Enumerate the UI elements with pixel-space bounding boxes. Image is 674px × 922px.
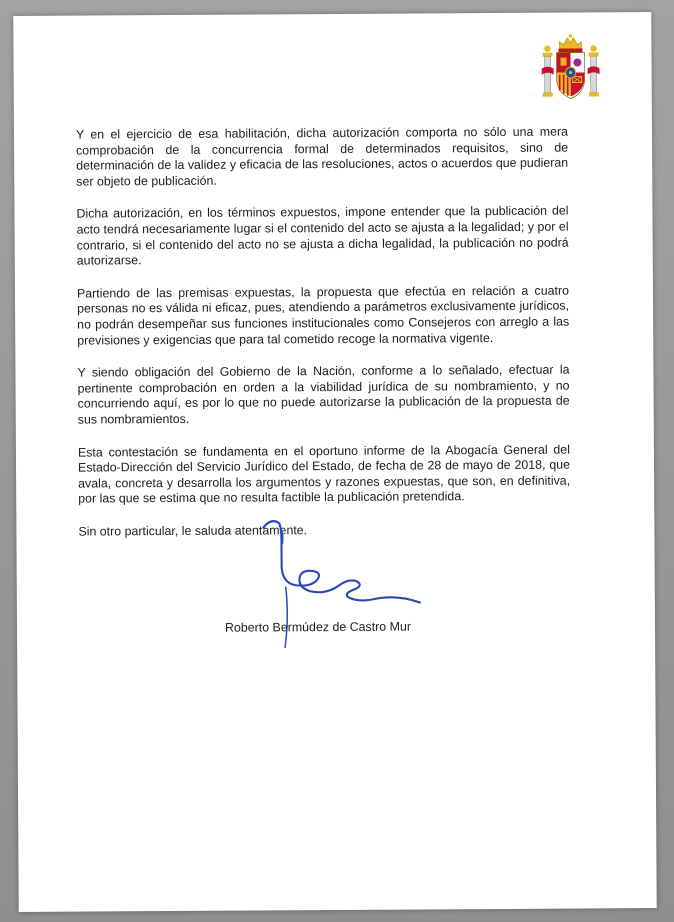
body-paragraph: Esta contestación se fundamenta en el oportuno informe de la Abogacía General del Estado-Dirección del Servicio Jurídico del Estado, de fecha de 28 de mayo de 2018, que avala, concreta y desarrolla los argumentos y razones expuestas, que son, en definitiva, por las que se estima que no resulta factible la publicación pretendida. — [77, 442, 571, 506]
signatory-name: Roberto Bermúdez de Castro Mur — [224, 619, 412, 635]
body-paragraph: Y en el ejercicio de esa habilitación, dicha autorización comporta no sólo una mera comprobación de la concurrencia formal de determinados requisitos, sino de determinación de la validez y eficacia de las resoluciones, actos o acuerdos que pudieran ser objeto de publicación. — [75, 124, 569, 189]
body-paragraph: Dicha autorización, en los términos expuestos, impone entender que la publicación del acto tendrá necesariamente lugar si el contenido del acto se ajusta a la legalidad; y por el contrario, si el contenido del acto no se ajusta a dicha legalidad, la publicación no podrá autorizarse. — [76, 203, 569, 268]
coat-of-arms-icon — [541, 32, 599, 102]
letter-body — [76, 125, 571, 540]
document-page — [13, 12, 656, 912]
body-paragraph: Y siendo obligación del Gobierno de la Nación, conforme a lo señalado, efectuar la pertinente comprobación en orden a la viabilidad jurídica de su nombramiento, y no concurriendo aquí, es por lo que no puede autorizarse la publicación de la propuesta de sus nombramientos. — [77, 362, 570, 427]
body-paragraph: Partiendo de las premisas expuestas, la propuesta que efectúa en relación a cuatro personas no es válida ni eficaz, pues, atendiendo a parámetros exclusivamente jurídicos, no podrán desempeñar sus funciones institucionales como Consejeros con arreglo a las previsiones y exigencias que para tal cometido recoge la normativa vigente. — [76, 283, 570, 348]
closing-salutation: Sin otro particular, le saluda atentamente. — [78, 523, 308, 539]
